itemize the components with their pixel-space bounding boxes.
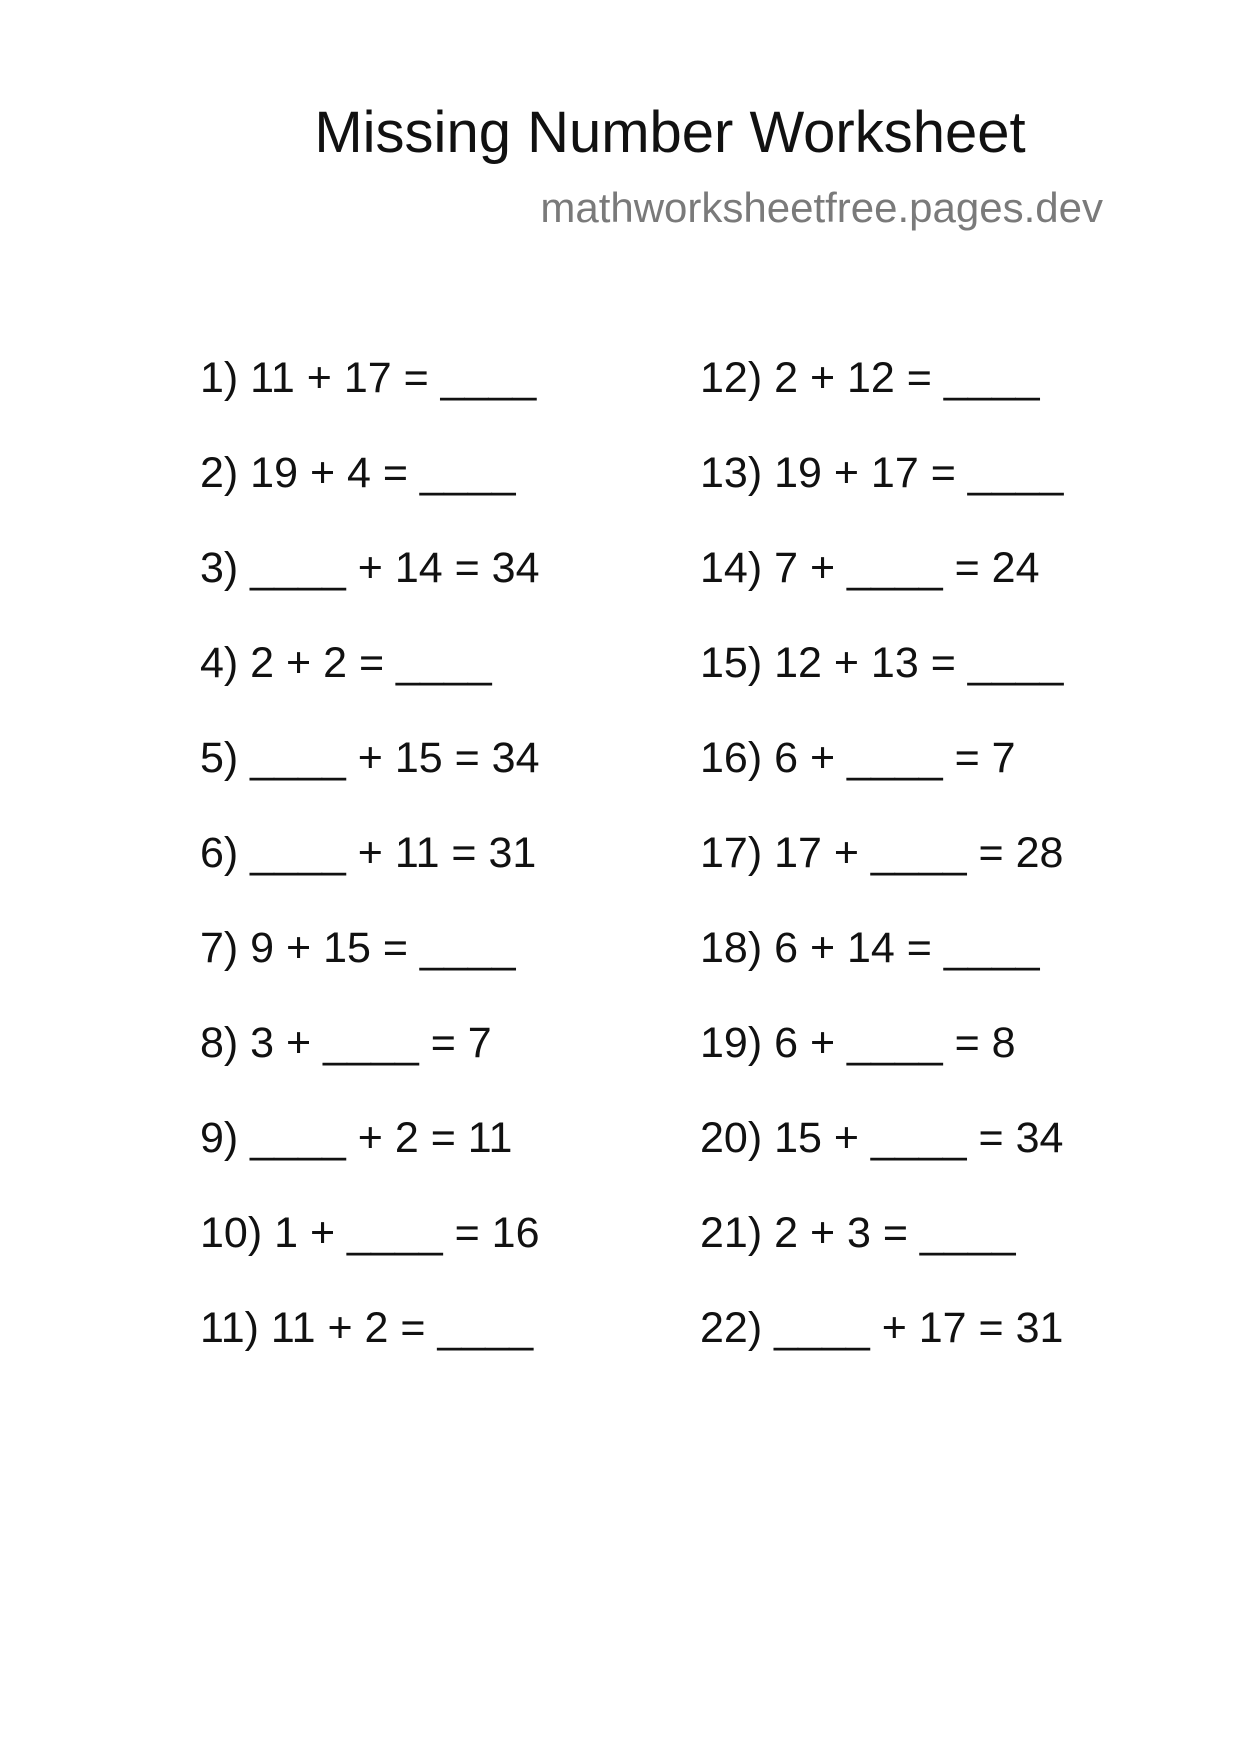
problem-12: 12) 2 + 12 = ____ <box>700 354 1040 402</box>
problem-6: 6) ____ + 11 = 31 <box>200 829 537 877</box>
problem-22: 22) ____ + 17 = 31 <box>700 1304 1064 1352</box>
problem-14: 14) 7 + ____ = 24 <box>700 544 1040 592</box>
problem-21: 21) 2 + 3 = ____ <box>700 1209 1016 1257</box>
problem-4: 4) 2 + 2 = ____ <box>200 639 492 687</box>
problem-5: 5) ____ + 15 = 34 <box>200 734 540 782</box>
problem-18: 18) 6 + 14 = ____ <box>700 924 1040 972</box>
problem-17: 17) 17 + ____ = 28 <box>700 829 1064 877</box>
problem-7: 7) 9 + 15 = ____ <box>200 924 516 972</box>
site-url: mathworksheetfree.pages.dev <box>540 184 1103 231</box>
problem-9: 9) ____ + 2 = 11 <box>200 1114 513 1162</box>
problem-column-left <box>200 348 540 1393</box>
problem-8: 8) 3 + ____ = 7 <box>200 1019 492 1067</box>
worksheet-title: Missing Number Worksheet <box>314 100 1026 165</box>
problem-20: 20) 15 + ____ = 34 <box>700 1114 1064 1162</box>
problem-19: 19) 6 + ____ = 8 <box>700 1019 1016 1067</box>
problem-16: 16) 6 + ____ = 7 <box>700 734 1016 782</box>
problem-3: 3) ____ + 14 = 34 <box>200 544 540 592</box>
problem-1: 1) 11 + 17 = ____ <box>200 354 537 402</box>
problem-10: 10) 1 + ____ = 16 <box>200 1209 540 1257</box>
problem-2: 2) 19 + 4 = ____ <box>200 449 516 497</box>
problem-15: 15) 12 + 13 = ____ <box>700 639 1064 687</box>
problem-13: 13) 19 + 17 = ____ <box>700 449 1064 497</box>
problem-column-right <box>700 348 1063 1393</box>
problem-11: 11) 11 + 2 = ____ <box>200 1304 534 1352</box>
